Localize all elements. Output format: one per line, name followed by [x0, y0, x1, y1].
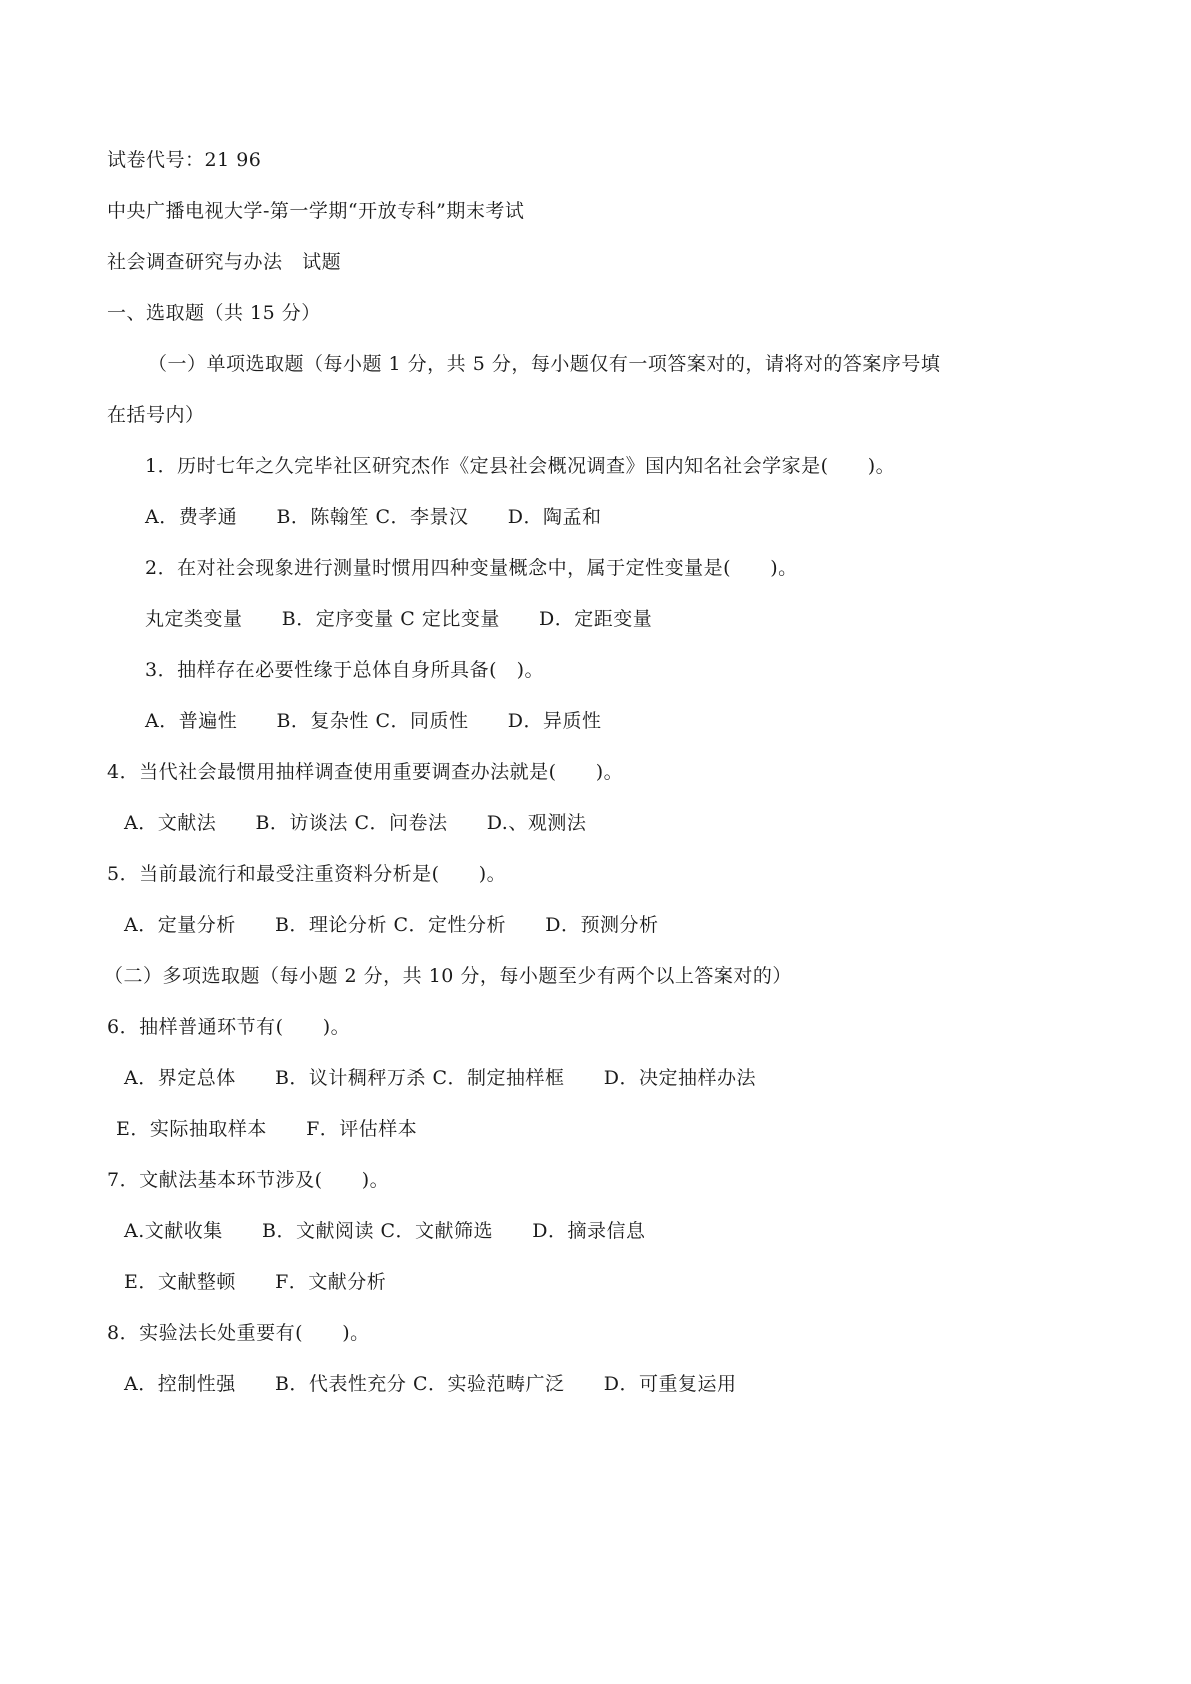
question-3-options: A．普遍性 B．复杂性 C．同质性 D．异质性 — [145, 710, 602, 732]
question-7-options-2: E．文献整顿 F．文献分析 — [124, 1271, 387, 1293]
question-5: 5．当前最流行和最受注重资料分析是( )。 — [107, 863, 507, 885]
subsection-multiple-choice: （二）多项选取题（每小题 2 分，共 10 分，每小题至少有两个以上答案对的） — [104, 965, 792, 987]
subsection-single-choice: （一）单项选取题（每小题 1 分，共 5 分，每小题仅有一项答案对的，请将对的答案序号填 — [148, 353, 941, 375]
exam-code: 试卷代号：21 96 — [107, 149, 262, 171]
question-2-options: 丸定类变量 B．定序变量 C 定比变量 D．定距变量 — [145, 608, 653, 630]
question-2: 2．在对社会现象进行测量时惯用四种变量概念中，属于定性变量是( )。 — [145, 557, 798, 579]
question-7-options-1: A.文献收集 B．文献阅读 C．文献筛选 D．摘录信息 — [124, 1220, 646, 1242]
question-7: 7．文献法基本环节涉及( )。 — [107, 1169, 390, 1191]
question-4: 4．当代社会最惯用抽样调查使用重要调查办法就是( )。 — [107, 761, 624, 783]
question-6-options-1: A．界定总体 B．议计稠秤万杀 C．制定抽样框 D．决定抽样办法 — [124, 1067, 756, 1089]
question-8: 8．实验法长处重要有( )。 — [107, 1322, 370, 1344]
question-1-options: A．费孝通 B．陈翰笙 C．李景汉 D．陶孟和 — [145, 506, 602, 528]
question-3: 3．抽样存在必要性缘于总体自身所具备( )。 — [145, 659, 545, 681]
section-heading-choice: 一、选取题（共 15 分） — [107, 302, 321, 324]
exam-header: 中央广播电视大学-第一学期“开放专科”期末考试 — [107, 200, 525, 222]
question-1: 1．历时七年之久完毕社区研究杰作《定县社会概况调查》国内知名社会学家是( )。 — [145, 455, 896, 477]
question-6: 6．抽样普通环节有( )。 — [107, 1016, 351, 1038]
exam-title: 社会调查研究与办法 试题 — [107, 251, 342, 273]
question-8-options: A．控制性强 B．代表性充分 C．实验范畴广泛 D．可重复运用 — [124, 1373, 737, 1395]
question-4-options: A．文献法 B．访谈法 C．问卷法 D.、观测法 — [124, 812, 587, 834]
question-6-options-2: E．实际抽取样本 F．评估样本 — [116, 1118, 418, 1140]
question-5-options: A．定量分析 B．理论分析 C．定性分析 D．预测分析 — [124, 914, 659, 936]
subsection-single-choice-cont: 在括号内） — [107, 404, 205, 426]
